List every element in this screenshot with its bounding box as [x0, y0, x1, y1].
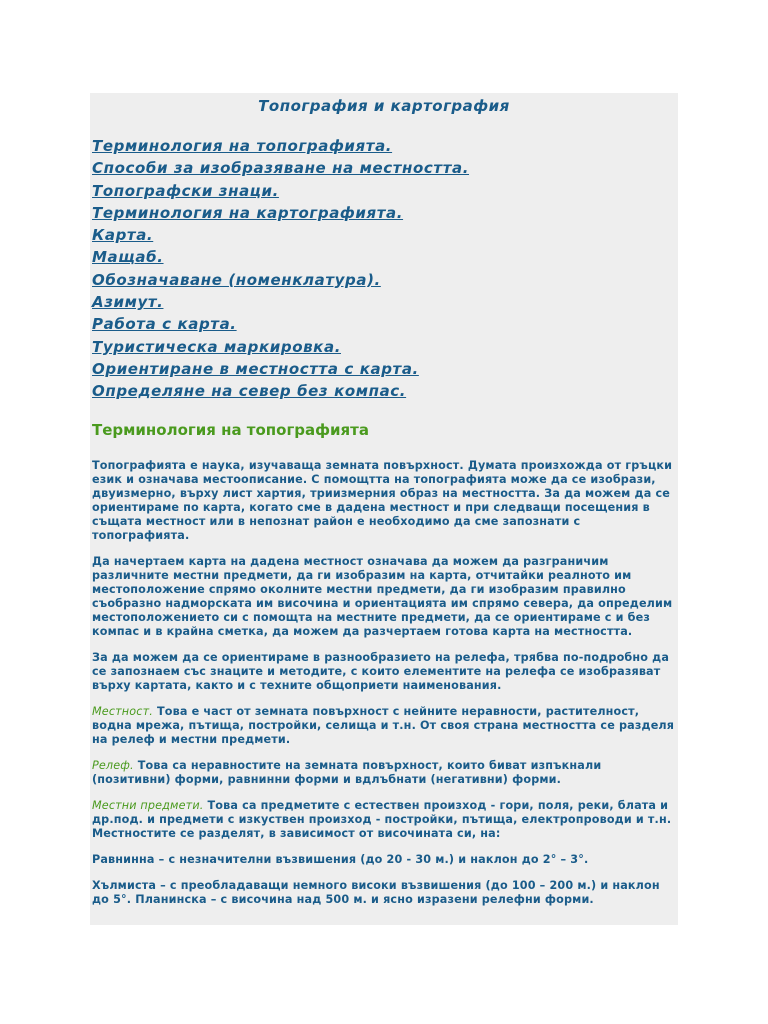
toc-link-nomenclature[interactable]: Обозначаване (номенклатура).: [92, 270, 381, 289]
toc-item: [92, 269, 676, 291]
definition-term: Местни предмети.: [92, 798, 204, 812]
definition-paragraph: [92, 759, 676, 787]
definition-term: Релеф.: [92, 758, 134, 772]
paragraph: Да начертаем карта на дадена местност означава да можем да разграничим различните местни предмети, да ги изобразим на карта, отчитайки реалното им местоположение спрямо околните местни предмети, да ги изобразим правилно съобразно надморската им височина и ориентацията им спрямо севера, да определим местоположението си с помощта на местните предмети, да се ориентираме с и без компас и в крайна сметка, да можем да разчертаем готова карта на местността.: [92, 554, 673, 638]
document-page: [90, 93, 678, 925]
toc-link-map-work[interactable]: Работа с карта.: [92, 315, 237, 334]
paragraph: За да можем да се ориентираме в разнообразието на релефа, трябва по-подробно да се запознаем със знаците и методите, с които елементите на релефа се изобразяват върху картата, както и с техните общоприети наименования.: [92, 650, 670, 692]
toc-link-depiction-methods[interactable]: Способи за изобразяване на местността.: [92, 159, 470, 178]
toc-link-scale[interactable]: Мащаб.: [92, 248, 164, 267]
section-heading: Терминология на топографията: [92, 420, 369, 439]
toc-link-cartography-terminology[interactable]: Терминология на картографията.: [92, 203, 404, 222]
toc-item: [92, 380, 676, 402]
definition-text: Това е част от земната повърхност с нейните неравности, растителност, водна мрежа, пътища, постройки, селища и т.н. От своя страна местността се разделя на релеф и местни предмети.: [92, 704, 675, 746]
definition-text: Това са неравностите на земната повърхност, които биват изпъкнали (позитивни) форми, равнинни форми и вдлъбнати (негативни) форми.: [92, 758, 602, 786]
paragraph: Равнинна – с незначителни възвишения (до 20 - 30 м.) и наклон до 2° – 3°.: [92, 852, 589, 866]
definition-text: Това са предметите с естествен произход - гори, поля, реки, блата и др.под. и предмети с изкуствен произход - постройки, пътища, електропроводи и т.н. Местностите се разделят, в зависимост от височината си, на:: [92, 798, 672, 840]
definition-paragraph: [92, 799, 676, 841]
toc-item: [92, 157, 676, 179]
table-of-contents: [92, 135, 676, 403]
toc-link-topographic-signs[interactable]: Топографски знаци.: [92, 181, 279, 200]
toc-link-orienteering[interactable]: Ориентиране в местността с карта.: [92, 359, 419, 378]
toc-item: [92, 358, 676, 380]
toc-item: [92, 246, 676, 268]
toc-item: [92, 135, 676, 157]
toc-item: [92, 180, 676, 202]
toc-link-map[interactable]: Карта.: [92, 226, 154, 245]
toc-link-azimuth[interactable]: Азимут.: [92, 293, 164, 312]
toc-item: [92, 224, 676, 246]
paragraph: Топографията е наука, изучаваща земната повърхност. Думата произхожда от гръцки език и означава местоописание. С помощтта на топографията може да се изобрази, двуизмерно, върху лист хартия, триизмерния образ на местността. За да можем да се ориентираме по карта, когато сме в дадена местност и при следващи посещения в същата местност или в непознат район е необходимо да сме запознати с топографията.: [92, 458, 673, 542]
toc-item: [92, 313, 676, 335]
toc-link-north-without-compass[interactable]: Определяне на север без компас.: [92, 382, 407, 401]
toc-item: [92, 291, 676, 313]
paragraph: Хълмиста – с преобладаващи немного високи възвишения (до 100 – 200 м.) и наклон до 5°. Планинска – с височина над 500 м. и ясно изразени релефни форми.: [92, 878, 660, 906]
definition-term: Местност.: [92, 704, 153, 718]
toc-item: [92, 336, 676, 358]
toc-link-trail-marking[interactable]: Туристическа маркировка.: [92, 337, 341, 356]
toc-item: [92, 202, 676, 224]
document-title: Топография и картография: [258, 97, 510, 115]
toc-link-topography-terminology[interactable]: Терминология на топографията.: [92, 137, 393, 155]
definition-paragraph: [92, 705, 676, 747]
